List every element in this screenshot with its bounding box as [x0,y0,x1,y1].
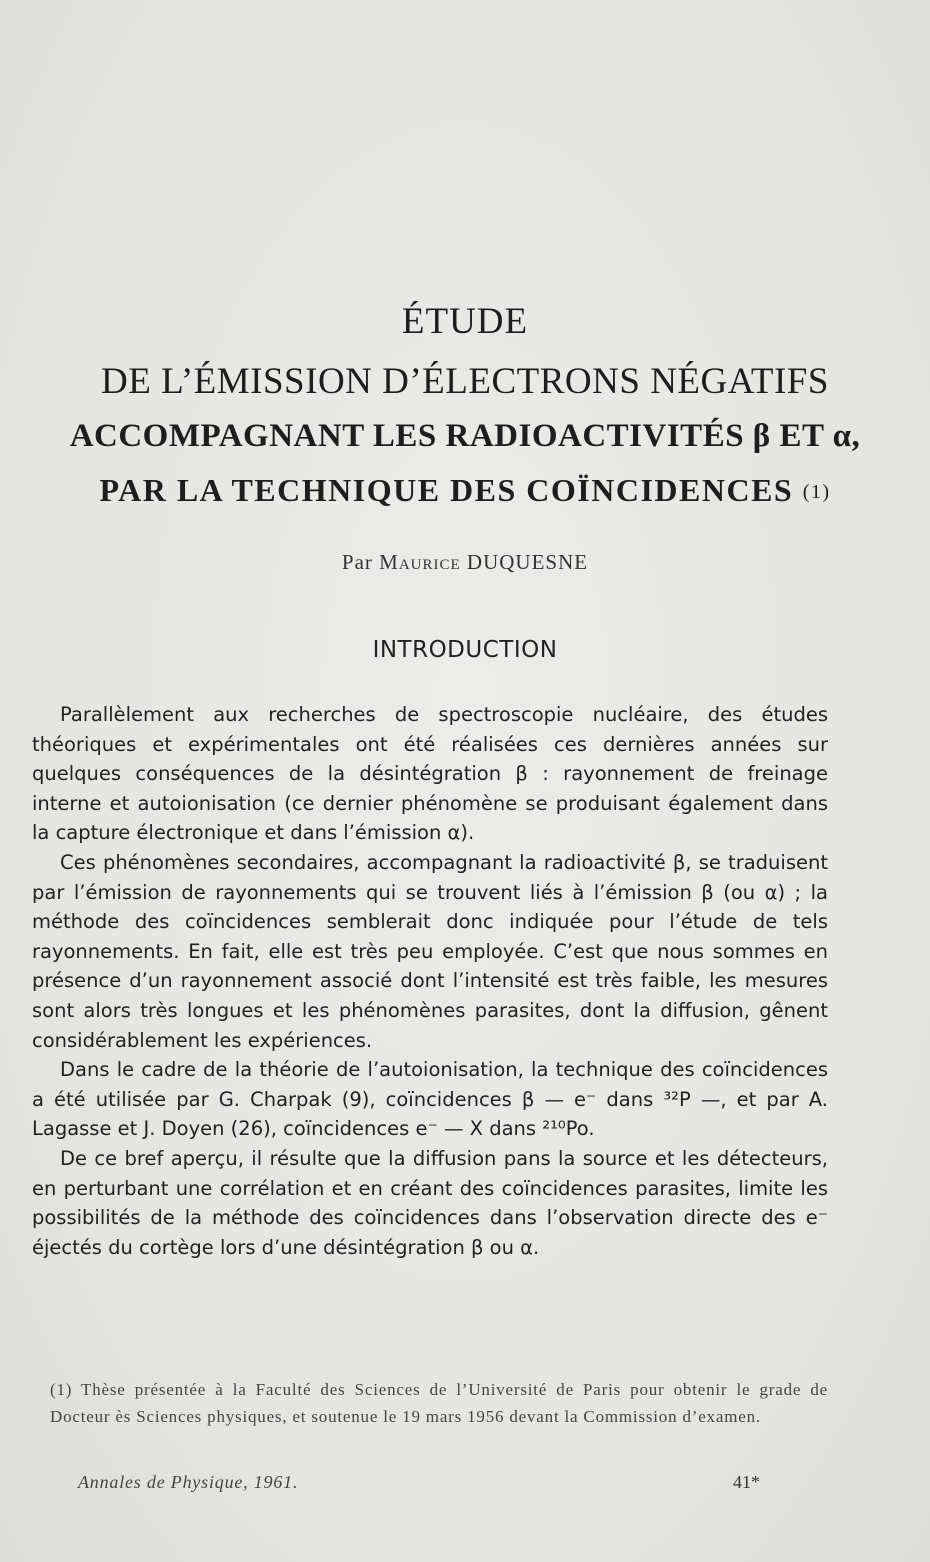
author-line [0,550,930,575]
author-first-name: Maurice [379,550,461,574]
section-heading: INTRODUCTION [372,637,558,663]
paragraph: Parallèlement aux recherches de spectroscopie nucléaire, des études théoriques et expérimentales ont été réalisées ces dernières années sur quelques conséquences de la désintégration β : rayonnement de freinage interne et autoionisation (ce dernier phénomène se produisant également dans la capture électronique et dans l’émission α). [32,703,828,845]
page-number: 41* [733,1472,760,1492]
author-prefix: Par [341,550,373,574]
footnote [50,1376,828,1430]
paragraph: Dans le cadre de la théorie de l’autoionisation, la technique des coïncidences a été utilisée par G. Charpak (9), coïncidences β — e⁻ dans ³²P —, et par A. Lagasse et J. Doyen (26), coïncidences e⁻ — X dans ²¹⁰Po. [32,1058,828,1141]
title-line-4 [0,472,930,509]
title-line-3: ACCOMPAGNANT LES RADIOACTIVITÉS β ET α, [69,418,861,454]
title-line-2: DE L’ÉMISSION D’ÉLECTRONS NÉGATIFS [101,361,829,402]
paragraph: De ce bref aperçu, il résulte que la diffusion pans la source et les détecteurs, en perturbant une corrélation et en créant des coïncidences parasites, limite les possibilités de la méthode des coïncidences dans l’observation directe des e⁻ éjectés du cortège lors d’une désintégration β ou α. [32,1146,828,1259]
title-line-1: ÉTUDE [401,301,529,342]
paragraph: Ces phénomènes secondaires, accompagnant la radioactivité β, se traduisent par l’émission de rayonnements qui se trouvent liés à l’émission β (ou α) ; la méthode des coïncidences semblerait donc indiquée pour l’étude de tels rayonnements. En fait, elle est très peu employée. C’est que nous sommes en présence d’un rayonnement associé dont l’intensité est très faible, les mesures sont alors très longues et les phénomènes parasites, dont la diffusion, gênent considérablement les expériences. [32,850,828,1052]
journal-name: Annales de Physique, 1961. [78,1472,299,1492]
footnote-text: (1) Thèse présentée à la Faculté des Sciences de l’Université de Paris pour obtenir le grade de Docteur ès Sciences physiques, et soutenue le 19 mars 1956 devant la Commission d’examen. [50,1380,828,1426]
footnote-mark: (1) [802,481,831,503]
author-last-name: DUQUESNE [466,550,589,574]
title-line-4-text: PAR LA TECHNIQUE DES COÏNCIDENCES [99,472,794,508]
body-text [32,700,828,1262]
